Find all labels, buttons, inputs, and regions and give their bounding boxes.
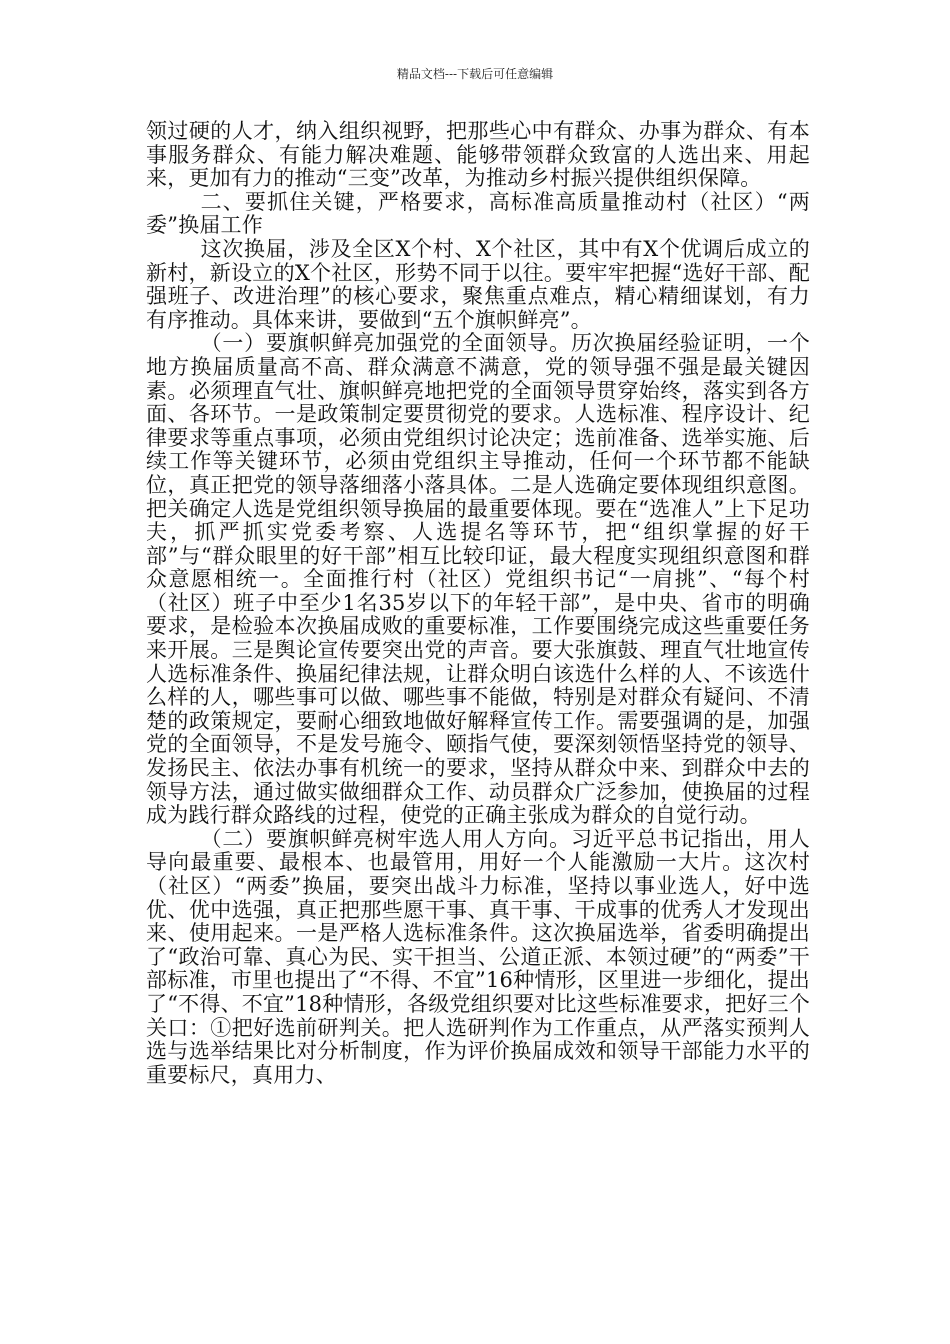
page-header: 精品文档---下载后可任意编辑 [396,67,554,81]
section-heading: 二、要抓住关键，严格要求，高标准高质量推动村（社区）“两委”换届工作 [146,189,810,238]
paragraph-point-one: （一）要旗帜鲜亮加强党的全面领导。历次换届经验证明，一个地方换届质量高不高、群众满意不满意，党的领导强不强是最关键因素。必须理直气壮、旗帜鲜亮地把党的全面领导贯穿始终，落实到各方面、各环节。一是政策制定要贯彻党的要求。人选标准、程序设计、纪律要求等重点事项，必须由党组织讨论决定；选前准备、选举实施、后续工作等关键环节，必须由党组织主导推动，任何一个环节都不能缺位，真正把党的领导落细落小落具体。二是人选确定要体现组织意图。把关确定人选是党组织领导换届的最重要体现。要在“选准人”上下足功夫，抓严抓实党委考察、人选提名等环节，把“组织掌握的好干部”与“群众眼里的好干部”相互比较印证，最大程度实现组织意图和群众意愿相统一。全面推行村（社区）党组织书记“一肩挑”、“每个村（社区）班子中至少1名35岁以下的年轻干部”，是中央、省市的明确要求，是检验本次换届成败的重要标准，工作要围绕完成这些重要任务来开展。三是舆论宣传要突出党的声音。要大张旗鼓、理直气壮地宣传人选标准条件、换届纪律法规，让群众明白该选什么样的人、不该选什么样的人，哪些事可以做、哪些事不能做，特别是对群众有疑问、不清楚的政策规定，要耐心细致地做好解释宣传工作。需要强调的是，加强党的全面领导，不是发号施令、颐指气使，要深刻领悟坚持党的领导、发扬民主、依法办事有机统一的要求，坚持从群众中来、到群众中去的领导方法，通过做实做细群众工作、动员群众广泛参加，使换届的过程成为践行群众路线的过程，使党的正确主张成为群众的自觉行动。 [146,331,810,828]
paragraph-continuation: 领过硬的人才，纳入组织视野，把那些心中有群众、办事为群众、有本事服务群众、有能力解决难题、能够带领群众致富的人选出来、用起来，更加有力的推动“三变”改革，为推动乡村振兴提供组织保障。 [146,119,810,191]
document-body [146,120,810,1087]
paragraph-point-two: （二）要旗帜鲜亮树牢选人用人方向。习近平总书记指出，用人导向最重要、最根本、也最管用，用好一个人能激励一大片。这次村（社区）“两委”换届，要突出战斗力标准，坚持以事业选人，好中选优、优中选强，真正把那些愿干事、真干事、干成事的优秀人才发现出来、使用起来。一是严格人选标准条件。这次换届选举，省委明确提出了“政治可靠、真心为民、实干担当、公道正派、本领过硬”的“两委”干部标准，市里也提出了“不得、不宜”16种情形，区里进一步细化，提出了“不得、不宜”18种情形，各级党组织要对比这些标准要求，把好三个关口：①把好选前研判关。把人选研判作为工作重点，从严落实预判人选与选举结果比对分析制度，作为评价换届成效和领导干部能力水平的重要标尺，真用力、 [146,826,810,1087]
paragraph-intro: 这次换届，涉及全区X个村、X个社区，其中有X个优调后成立的新村，新设立的X个社区，形势不同于以往。要牢牢把握“选好干部、配强班子、改进治理”的核心要求，聚焦重点难点，精心精细谋划，有力有序推动。具体来讲，要做到“五个旗帜鲜亮”。 [146,236,810,332]
